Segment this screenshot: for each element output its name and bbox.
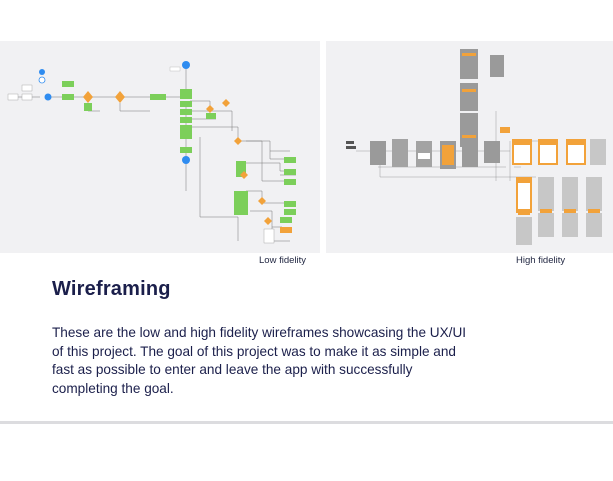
high-fidelity-caption: High fidelity bbox=[516, 255, 566, 266]
section-title: Wireframing bbox=[52, 278, 171, 300]
high-fidelity-screens bbox=[326, 41, 613, 253]
low-fidelity-flowchart bbox=[0, 41, 320, 253]
bottom-divider bbox=[0, 421, 613, 424]
low-fidelity-caption: Low fidelity bbox=[259, 255, 306, 266]
low-fidelity-wireframe-image bbox=[0, 41, 320, 253]
section-body: These are the low and high fidelity wireframes showcasing the UX/UI of this project. The goal of this project was to make it as simple and fast as possible to enter and leave the app with successfully completing the goal. bbox=[52, 325, 467, 396]
high-fidelity-wireframe-image bbox=[326, 41, 613, 253]
